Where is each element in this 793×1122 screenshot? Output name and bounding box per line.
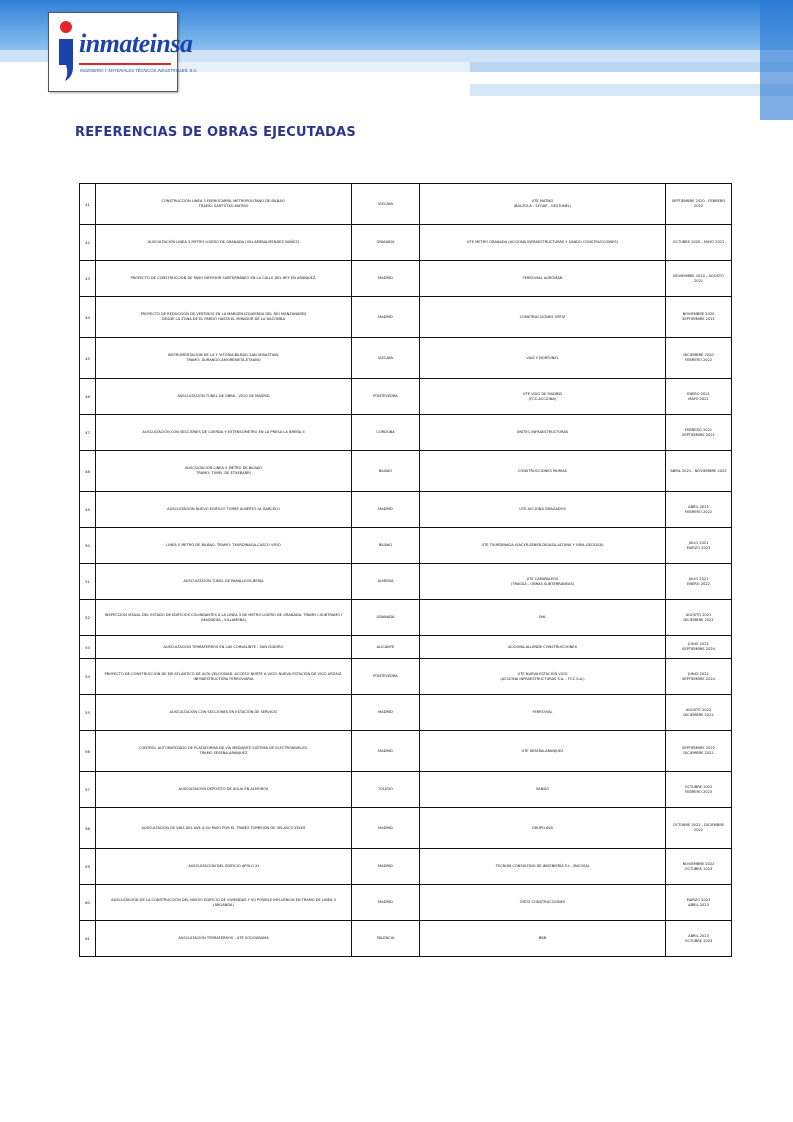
dates-cell: NOVIEMBRE 2020 SEPTIEMBRE 2021 (666, 297, 732, 338)
row-number-cell: 53 (80, 636, 96, 659)
work-description-cell: CONSTRUCCIÓN LINEA 3 FERROCARRIL METROPOLITANO DE BILBAO. TRAMO: SANTUTXU-MATIKO (96, 184, 352, 225)
row-number-cell: 60 (80, 885, 96, 921)
work-description-cell: AUSCULTACIÓN NUEVO EDIFICIO TORRE ALBERTO AL BARCELO (96, 492, 352, 528)
row-number-cell: 43 (80, 261, 96, 297)
province-cell: MADRID (352, 885, 420, 921)
work-description-cell: INSTRUMENTACIÓN DE LA Y VITORIA-BILBAO-SAN SEBASTIAN. TRAMO: DURANGO-AMOREBIETA-ETXANO (96, 338, 352, 379)
province-cell: GRANADA (352, 600, 420, 636)
row-number-cell: 46 (80, 379, 96, 415)
table-row (80, 772, 732, 808)
client-cell: ORTIZ CONSTRUCCIONES (420, 885, 666, 921)
row-number-cell: 61 (80, 921, 96, 957)
province-cell: MADRID (352, 808, 420, 849)
province-cell: PONTEVEDRA (352, 379, 420, 415)
dates-cell: JUNIO 2022 SEPTIEMBRE 2024 (666, 659, 732, 695)
row-number-cell: 59 (80, 849, 96, 885)
table-row (80, 808, 732, 849)
row-number-cell: 51 (80, 564, 96, 600)
table-row (80, 451, 732, 492)
table-row (80, 528, 732, 564)
logo-underline (79, 63, 171, 65)
dates-cell: SEPTIEMBRE 2020 - FEBRERO 2022 (666, 184, 732, 225)
references-table-body (80, 184, 732, 957)
table-row (80, 492, 732, 528)
dates-cell: NOVIEMBRE 2022 OCTUBRE 2023 (666, 849, 732, 885)
dates-cell: ABRIL 2023 OCTUBRE 2023 (666, 921, 732, 957)
province-cell: MADRID (352, 731, 420, 772)
province-cell: MADRID (352, 695, 420, 731)
work-description-cell: AUSCULTACIÓN DEL EDIFICIO APOLO XI (96, 849, 352, 885)
table-row (80, 885, 732, 921)
dates-cell: ABRIL 2021 - NOVIEMBRE 2022 (666, 451, 732, 492)
row-number-cell: 57 (80, 772, 96, 808)
table-row (80, 564, 732, 600)
table-row (80, 636, 732, 659)
client-cell: UTE METRO GRANADA (ACCIONA INFRAESTRUCTURAS Y SANDO CONSTRUCCIONES) (420, 225, 666, 261)
row-number-cell: 58 (80, 808, 96, 849)
work-description-cell: AUSCULTACIÓN TERRAFERROS EN LAV CORVALINTE - SAN ISIDORO (96, 636, 352, 659)
province-cell: MADRID (352, 492, 420, 528)
dates-cell: JUNIO 2021 SEPTIEMBRE 2024 (666, 636, 732, 659)
references-table (79, 183, 732, 957)
row-number-cell: 47 (80, 415, 96, 451)
client-cell: UTE SESEÑA-ARANJUEZ (420, 731, 666, 772)
row-number-cell: 55 (80, 695, 96, 731)
client-cell: BBB (420, 921, 666, 957)
work-description-cell: AUSCULTACIÓN LINEA 3 METRO LIGERO DE GRANADA (VILLAMENA-MENDEZ NUÑEZ) (96, 225, 352, 261)
table-row (80, 731, 732, 772)
province-cell: BILBAO (352, 451, 420, 492)
province-cell: MADRID (352, 849, 420, 885)
client-cell: FERROVIAL AGROMAN (420, 261, 666, 297)
client-cell: TECNUM CONSULTING DE INGENIERÍA S.L. (INCOSA) (420, 849, 666, 885)
province-cell: PALENCIA (352, 921, 420, 957)
client-cell: UTE CAPARALEOS (TRAGSA - OBRAS SUBTERRÁNEAS) (420, 564, 666, 600)
dates-cell: OCTUBRE 2022 - DICIEMBRE 2022 (666, 808, 732, 849)
work-description-cell: LINEA 5 METRO DE BILBAO. TRAMO: TXURDINAGA-CASCO VIEJO (96, 528, 352, 564)
page-header (0, 0, 793, 120)
work-description-cell: INSPECCIÓN VISUAL DEL ESTADO DE EDIFICIOS COLINDANTES A LA LINEA 3 DE METRO LIGERO DE GRANADA. TRAMO I-SUBTRAMO I (MAQUEDA - VILLAMENA) (96, 600, 352, 636)
page-title: REFERENCIAS DE OBRAS EJECUTADAS (75, 125, 356, 140)
client-cell: UTE VIGO DE MADRID (FCC-ACCIONA) (420, 379, 666, 415)
client-cell: UTE MATIKO (BALZOLA - SYGAP - GESTUNEL) (420, 184, 666, 225)
work-description-cell: AUSCULTACIÓN CON SECCIONES EN ESTACIÓN DE SERVICIO (96, 695, 352, 731)
row-number-cell: 54 (80, 659, 96, 695)
province-cell: MADRID (352, 297, 420, 338)
table-row (80, 261, 732, 297)
company-logo (48, 12, 198, 92)
row-number-cell: 45 (80, 338, 96, 379)
province-cell: CORDOBA (352, 415, 420, 451)
table-row (80, 338, 732, 379)
dates-cell: NOVIEMBRE 2020 - AGOSTO 2021 (666, 261, 732, 297)
logo-i-icon (55, 19, 77, 83)
dates-cell: AGOSTO 2021 DICIEMBRE 2022 (666, 600, 732, 636)
dates-cell: ABRIL 2021 FEBRERO 2022 (666, 492, 732, 528)
dates-cell: AGOSTO 2022 DICIEMBRE 2022 (666, 695, 732, 731)
logo-subtitle: INGENIERÍA Y MATERIALES TÉCNICOS INDUSTRIALES, S.A. (80, 68, 198, 73)
province-cell: BILBAO (352, 528, 420, 564)
dates-cell: OCTUBRE 2020 - MAYO 2021 (666, 225, 732, 261)
work-description-cell: AUSCULTACIÓN TÚNEL DE PARALLEOS-BERJA (96, 564, 352, 600)
table-row (80, 415, 732, 451)
table-row (80, 849, 732, 885)
client-cell: UTE NUEVA ESTACIÓN VIGO (ACCIONA INFRAESTRUCTURAS S.A. - FCC S.A.) (420, 659, 666, 695)
client-cell: OHL (420, 600, 666, 636)
province-cell: ALICANTE (352, 636, 420, 659)
row-number-cell: 41 (80, 184, 96, 225)
province-cell: PONTEVEDRA (352, 659, 420, 695)
table-row (80, 600, 732, 636)
province-cell: TOLEDO (352, 772, 420, 808)
client-cell: VIAS Y NORTUNEL (420, 338, 666, 379)
table-row (80, 659, 732, 695)
work-description-cell: PROYECTO DE CONSTRUCCIÓN DE EJE ATLÁNTICO DE ALTA VELOCIDAD. ACCESO NORTE A VIGO. NUEVA ESTACIÓN DE VIGO URZAIZ. INFRAESTRUCTURA FERROVIARIA (96, 659, 352, 695)
province-cell: ALMERIA (352, 564, 420, 600)
client-cell: GRUPO AVS (420, 808, 666, 849)
client-cell: UTE TXURDINAGA (SACYR-SENER-DIGASA-ALTUNA Y URIA-GEOCISA) (420, 528, 666, 564)
table-row (80, 184, 732, 225)
province-cell: GRANADA (352, 225, 420, 261)
province-cell: VIZCAYA (352, 184, 420, 225)
client-cell: UNITEC INFRAESTRUCTURAS (420, 415, 666, 451)
table-row (80, 379, 732, 415)
work-description-cell: PROYECTO DE REDUCCIÓN DE VERTIDOS EN LA MARGEN IZQUIERDA DEL RÍO MANZANARES DESDE LA ZONA DE EL PARDO HASTA EL MIRADOR DE LA DACOMBA (96, 297, 352, 338)
row-number-cell: 48 (80, 451, 96, 492)
dates-cell: ENERO 2021 MAYO 2021 (666, 379, 732, 415)
client-cell: UTE ACCIONA DRAGADOS (420, 492, 666, 528)
table-row (80, 297, 732, 338)
work-description-cell: AUSCULTACIÓN DE LA CONSTRUCCIÓN DEL NUEVO EDIFICIO DE VIVIENDAS Y SU POSIBLE INFLUENCIA EN TRAMO DE LINEA 3 (ARGANDA) (96, 885, 352, 921)
dates-cell: JULIO 2021 ENERO 2022 (666, 564, 732, 600)
work-description-cell: AUSCULTACIÓN CON SECCIONES DE CUERDA Y EXTENSÓMETRO EN LA PRESA LA BREÑA II (96, 415, 352, 451)
work-description-cell: AUSCULTACIÓN DE VÍAS DEL AVE A SU PASO POR EL TRAMO TORREJON DE VELASCO-YELES (96, 808, 352, 849)
client-cell: SANDO (420, 772, 666, 808)
table-row (80, 695, 732, 731)
work-description-cell: CONTROL AUTOMATIZADO DE PLATAFORMA DE VÍA MEDIANTE SISTEMA DE ELECTRONIVELES. TRAMO SESEÑA-ARANJUEZ (96, 731, 352, 772)
dates-cell: MARZO 2023 ABRIL 2023 (666, 885, 732, 921)
client-cell: FERROVIAL (420, 695, 666, 731)
client-cell: CONSTRUCCIONES ORTIZ (420, 297, 666, 338)
table-row (80, 225, 732, 261)
province-cell: MADRID (352, 261, 420, 297)
dates-cell: SEPTIEMBRE 2022 DICIEMBRE 2022 (666, 731, 732, 772)
dates-cell: FEBRERO 2021 SEPTIEMBRE 2021 (666, 415, 732, 451)
client-cell: CONSTRUCCIONES MURIAS (420, 451, 666, 492)
province-cell: VIZCAYA (352, 338, 420, 379)
row-number-cell: 50 (80, 528, 96, 564)
dates-cell: JULIO 2021 MARZO 2023 (666, 528, 732, 564)
dates-cell: OCTUBRE 2022 FEBRERO 2023 (666, 772, 732, 808)
work-description-cell: AUSCULTACIÓN DEPOSITO DE AGUA EN ALMOROX (96, 772, 352, 808)
table-row (80, 921, 732, 957)
row-number-cell: 49 (80, 492, 96, 528)
work-description-cell: PROYECTO DE CONSTRUCCIÓN DE PASO INFERIOR SUBTERRÁNEO EN LA CALLE DEL REY EN ARANJUEZ. (96, 261, 352, 297)
dates-cell: DICIEMBRE 2020 FEBRERO 2022 (666, 338, 732, 379)
logo-wordmark: inmateinsa (79, 29, 193, 58)
work-description-cell: AUSCULTACIÓN LÍNEA 5 METRO DE BILBAO TRAMO: TÚNEL DE ETXEBARRI (96, 451, 352, 492)
work-description-cell: AUSCULTACIÓN TÚNEL DE OBRA . VIGO DE MADRID (96, 379, 352, 415)
row-number-cell: 42 (80, 225, 96, 261)
row-number-cell: 52 (80, 600, 96, 636)
row-number-cell: 44 (80, 297, 96, 338)
client-cell: ACCIONA-ALLENDE CONSTRUCCIONES (420, 636, 666, 659)
row-number-cell: 56 (80, 731, 96, 772)
work-description-cell: AUSCULTACIÓN TERRAFERROS - UTE SOGOURAMA (96, 921, 352, 957)
